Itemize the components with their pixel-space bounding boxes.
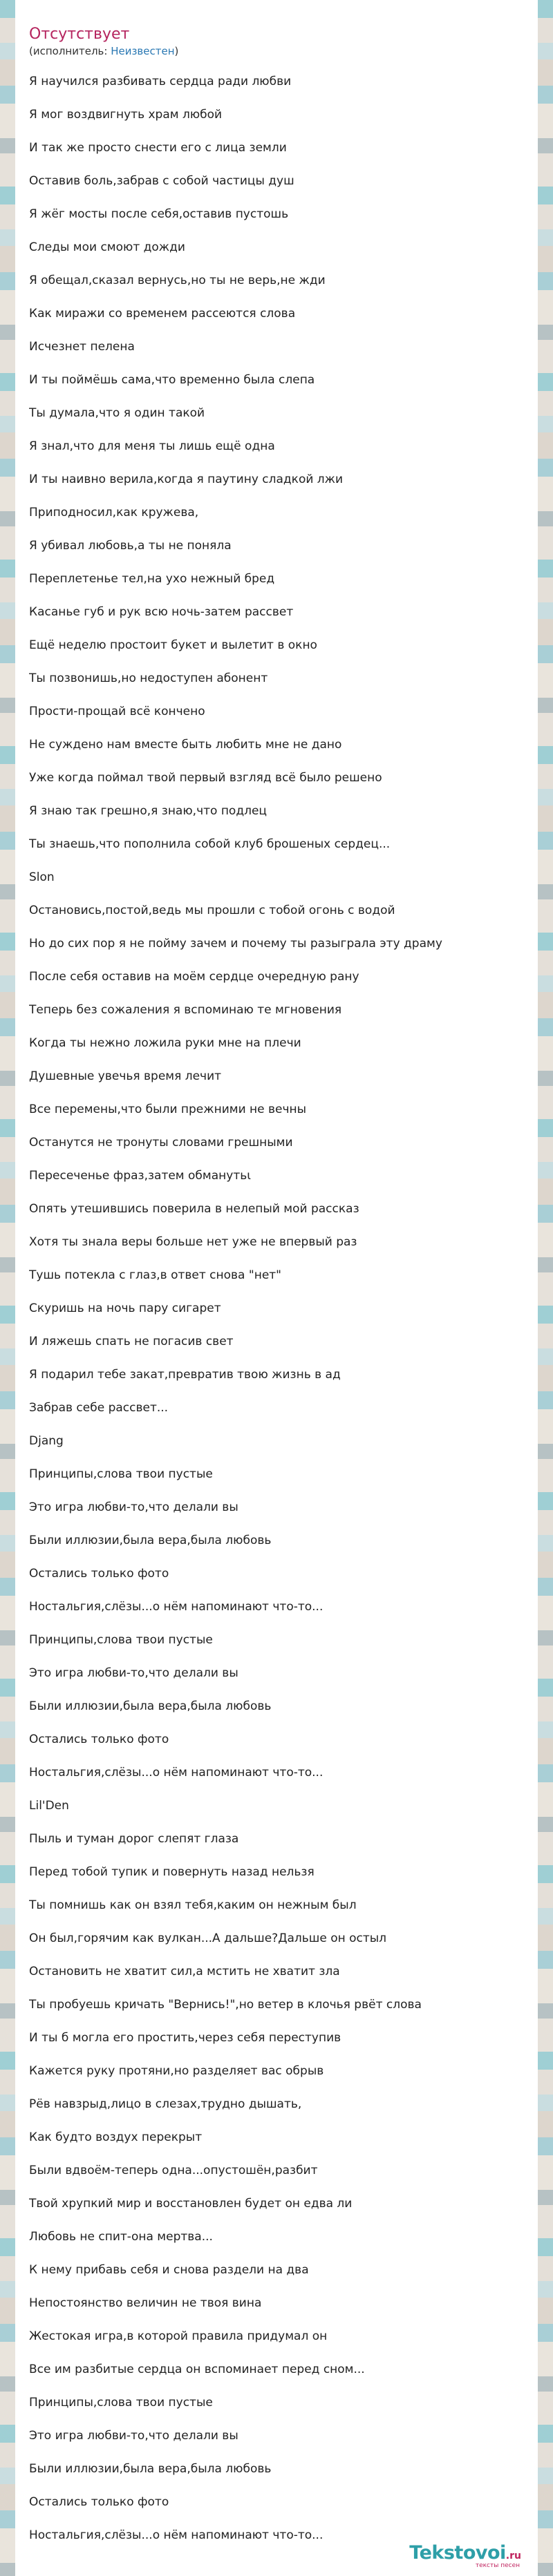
lyric-line: Slon: [29, 870, 55, 884]
logo-tagline: тексты песен: [475, 2562, 520, 2569]
lyric-line: Я знаю так грешно,я знаю,что подлец: [29, 804, 267, 818]
lyric-line: Любовь не спит-она мертва...: [29, 2230, 213, 2244]
lyric-line: Исчезнет пелена: [29, 340, 135, 354]
lyric-line: Были иллюзии,была вера,была любовь: [29, 1534, 272, 1547]
lyric-line: Забрав себе рассвет...: [29, 1401, 169, 1415]
lyric-line: Останутся не тронуты словами грешными: [29, 1136, 293, 1149]
lyric-line: Ностальгия,слёзы...о нём напоминают что-то...: [29, 1600, 324, 1614]
lyric-line: Переплетенье тел,на ухо нежный бред: [29, 572, 275, 586]
artist-line: [29, 44, 529, 58]
lyric-line: Остановись,постой,ведь мы прошли с тобой огонь с водой: [29, 904, 395, 917]
lyric-line: Остались только фото: [29, 2495, 169, 2509]
lyric-line: Как будто воздух перекрыт: [29, 2130, 203, 2144]
lyric-line: И ты б могла его простить,через себя переступив: [29, 2031, 341, 2045]
lyric-line: Ещё неделю простоит букет и вылетит в окно: [29, 638, 317, 652]
lyric-line: Теперь без сожаления я вспоминаю те мгновения: [29, 1003, 342, 1017]
lyric-line: Касанье губ и рук всю ночь-затем рассвет: [29, 605, 294, 619]
lyric-line: Djang: [29, 1434, 64, 1448]
lyric-line: Перед тобой тупик и повернуть назад нельзя: [29, 1865, 315, 1879]
lyric-line: Ностальгия,слёзы...о нём напоминают что-то...: [29, 1766, 324, 1780]
lyric-line: После себя оставив на моём сердце очередную рану: [29, 970, 359, 984]
lyric-line: Принципы,слова твои пустые: [29, 2396, 213, 2410]
lyric-line: Душевные увечья время лечит: [29, 1069, 222, 1083]
lyric-line: Пыль и туман дорог слепят глаза: [29, 1832, 239, 1846]
song-title: Отсутствует: [29, 26, 130, 43]
lyric-line: Ты думала,что я один такой: [29, 406, 205, 420]
lyric-line: Остались только фото: [29, 1733, 169, 1746]
lyric-line: Но до сих пор я не пойму зачем и почему ты разыграла эту драму: [29, 937, 442, 951]
lyric-line: Это игра любви-то,что делали вы: [29, 1500, 238, 1514]
artist-suffix: ): [174, 45, 179, 57]
lyric-line: Это игра любви-то,что делали вы: [29, 1666, 238, 1680]
lyric-line: Ты пробуешь кричать "Вернись!",но ветер в клочья рвёт слова: [29, 1998, 422, 2012]
lyric-line: Тушь потекла с глаз,в ответ снова "нет": [29, 1268, 281, 1282]
artist-link[interactable]: Неизвестен: [111, 45, 175, 57]
lyric-line: Я подарил тебе закат,превратив твою жизнь в ад: [29, 1368, 341, 1382]
lyric-line: Хотя ты знала веры больше нет уже не впервый раз: [29, 1235, 357, 1249]
lyric-line: Твой хрупкий мир и восстановлен будет он едва ли: [29, 2197, 353, 2211]
lyric-line: Ты помнишь как он взял тебя,каким он нежным был: [29, 1898, 357, 1912]
lyric-line: Прости-прощай всё кончено: [29, 705, 205, 718]
artist-prefix: (исполнитель:: [29, 45, 111, 57]
lyric-line: Оставив боль,забрав с собой частицы душ: [29, 174, 294, 188]
lyric-line: Я научился разбивать сердца ради любви: [29, 75, 292, 88]
lyric-line: Это игра любви-то,что делали вы: [29, 2429, 238, 2443]
lyrics-list: [29, 65, 529, 2552]
lyric-line: Lil'Den: [29, 1799, 69, 1813]
lyric-line: Я убивал любовь,а ты не поняла: [29, 539, 232, 553]
lyric-line: Я жёг мосты после себя,оставив пустошь: [29, 207, 289, 221]
lyric-line: Он был,горячим как вулкан...А дальше?Дальше он остыл: [29, 1931, 387, 1945]
lyric-line: Опять утешившись поверила в нелепый мой рассказ: [29, 1202, 359, 1216]
logo-wordmark: Tekstovoi: [409, 2542, 506, 2564]
lyric-line: И ты поймёшь сама,что временно была слепа: [29, 373, 315, 387]
lyric-line: Следы мои смоют дожди: [29, 240, 185, 254]
lyric-line: Непостоянство величин не твоя вина: [29, 2296, 262, 2310]
lyric-line: Пересеченье фраз,затем обманутьι: [29, 1169, 252, 1183]
lyric-line: Остановить не хватит сил,а мстить не хватит зла: [29, 1965, 340, 1978]
lyric-line: Скуришь на ночь пару сигарет: [29, 1301, 221, 1315]
lyric-line: Когда ты нежно ложила руки мне на плечи: [29, 1036, 301, 1050]
lyric-line: Принципы,слова твои пустые: [29, 1467, 213, 1481]
lyric-line: Рёв навзрыд,лицо в слезах,трудно дышать,: [29, 2097, 302, 2111]
lyric-line: И ты наивно верила,когда я паутину сладкой лжи: [29, 473, 344, 486]
lyric-line: Были иллюзии,была вера,была любовь: [29, 2462, 272, 2476]
lyric-line: И ляжешь спать не погасив свет: [29, 1335, 234, 1348]
lyric-line: Я знал,что для меня ты лишь ещё одна: [29, 439, 275, 453]
lyric-line: Ты позвонишь,но недоступен абонент: [29, 671, 268, 685]
logo-domain-suffix: .ru: [505, 2550, 521, 2561]
lyric-line: Все им разбитые сердца он вспоминает перед сном...: [29, 2363, 365, 2376]
lyric-line: Приподносил,как кружева,: [29, 506, 199, 519]
site-logo[interactable]: [409, 2544, 521, 2569]
lyric-line: Не суждено нам вместе быть любить мне не дано: [29, 738, 342, 752]
lyric-line: Жестокая игра,в которой правила придумал он: [29, 2329, 328, 2343]
lyric-line: Как миражи со временем рассеются слова: [29, 307, 296, 321]
lyric-line: Я обещал,сказал вернусь,но ты не верь,не жди: [29, 274, 326, 287]
lyric-line: Ностальгия,слёзы...о нём напоминают что-то...: [29, 2528, 324, 2542]
lyric-line: Все перемены,что были прежними не вечны: [29, 1103, 307, 1116]
lyric-line: К нему прибавь себя и снова раздели на два: [29, 2263, 309, 2277]
lyric-line: Ты знаешь,что пополнила собой клуб брошеных сердец...: [29, 837, 391, 851]
lyric-line: Я мог воздвигнуть храм любой: [29, 108, 223, 122]
lyric-line: Кажется руку протяни,но разделяет вас обрыв: [29, 2064, 324, 2078]
lyric-line: И так же просто снести его с лица земли: [29, 141, 287, 155]
lyric-line: Остались только фото: [29, 1567, 169, 1581]
lyric-line: Принципы,слова твои пустые: [29, 1633, 213, 1647]
lyrics-card: [15, 0, 538, 2576]
lyric-line: Уже когда поймал твой первый взгляд всё было решено: [29, 771, 382, 785]
lyric-line: Были вдвоём-теперь одна...опустошён,разбит: [29, 2164, 318, 2177]
lyric-line: Были иллюзии,была вера,была любовь: [29, 1699, 272, 1713]
